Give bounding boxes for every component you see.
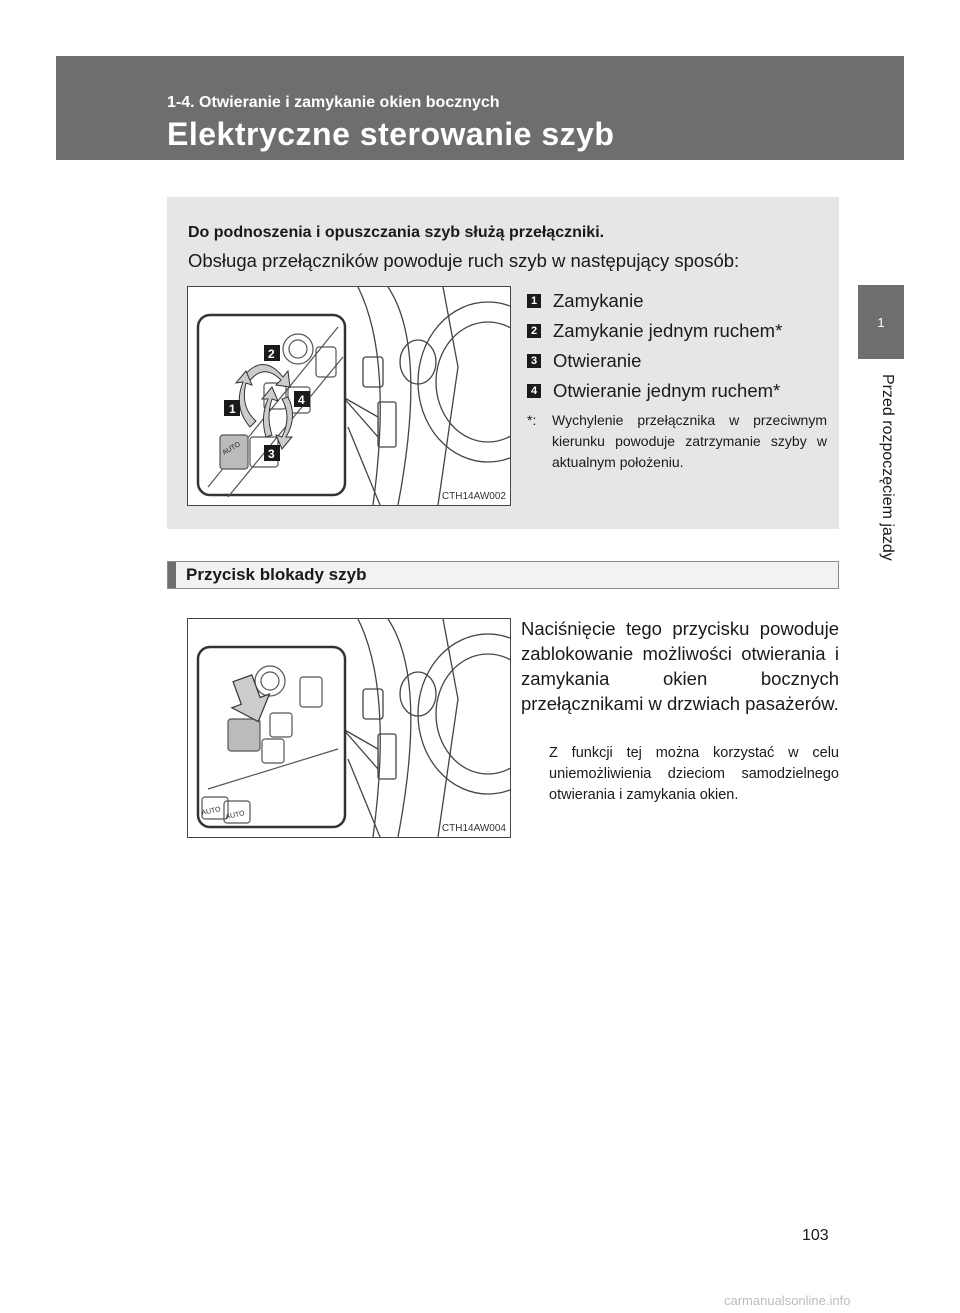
subheading-bar	[167, 561, 839, 589]
legend-label: Zamykanie	[553, 290, 644, 311]
page-number: 103	[802, 1227, 829, 1244]
footnote-mark: *:	[527, 412, 537, 428]
lock-switch-illustration	[188, 619, 510, 837]
legend-number: 1	[527, 294, 541, 308]
intro-bold-line: Do podnoszenia i opuszczania szyb służą przełączniki.	[188, 224, 605, 241]
legend-list	[527, 286, 827, 473]
legend-number: 3	[527, 354, 541, 368]
chapter-label: Przed rozpoczęciem jazdy	[879, 374, 896, 561]
footnote	[527, 410, 827, 473]
lock-usage-note: Z funkcji tej można korzystać w celu uniemożliwienia dzieciom samodzielnego otwierania i zamykania okien.	[549, 745, 839, 803]
window-switch-illustration	[188, 287, 510, 505]
intro-line: Obsługa przełączników powoduje ruch szyb w następujący sposób:	[188, 250, 740, 271]
legend-number: 4	[527, 384, 541, 398]
legend-item	[527, 316, 827, 346]
figure-window-switches	[187, 286, 511, 506]
legend-item	[527, 346, 827, 376]
chapter-number: 1	[877, 315, 885, 330]
chapter-tab	[858, 285, 904, 359]
callout-1: 1	[229, 402, 236, 416]
legend-item	[527, 376, 827, 406]
figure-code: CTH14AW002	[441, 491, 506, 502]
subheading-text: Przycisk blokady szyb	[186, 565, 367, 584]
legend-number: 2	[527, 324, 541, 338]
section-title: 1-4. Otwieranie i zamykanie okien bocznych	[167, 94, 500, 111]
lock-description: Naciśnięcie tego przycisku powoduje zablokowanie możliwości otwierania i zamykania okien bocznych przełącznikami w drzwiach pasażerów.	[521, 618, 839, 714]
figure-lock-switch	[187, 618, 511, 838]
footnote-text: Wychylenie przełącznika w przeciwnym kierunku powoduje zatrzymanie szyby w aktualnym położeniu.	[552, 412, 827, 470]
callout-3: 3	[268, 447, 275, 461]
auto-switch-label: AUTO	[221, 441, 242, 457]
legend-label: Otwieranie jednym ruchem*	[553, 380, 781, 401]
subheading-accent	[168, 562, 176, 588]
legend-label: Otwieranie	[553, 350, 642, 371]
page-title: Elektryczne sterowanie szyb	[167, 116, 615, 152]
callout-4: 4	[298, 393, 305, 407]
legend-item	[527, 286, 827, 316]
auto-switch-label: AUTO	[224, 810, 246, 821]
callout-2: 2	[268, 347, 275, 361]
page-header	[56, 56, 904, 160]
auto-switch-label: AUTO	[200, 806, 222, 817]
legend-label: Zamykanie jednym ruchem*	[553, 320, 783, 341]
figure-code: CTH14AW004	[441, 823, 506, 834]
watermark: carmanualsonline.info	[724, 1293, 851, 1308]
